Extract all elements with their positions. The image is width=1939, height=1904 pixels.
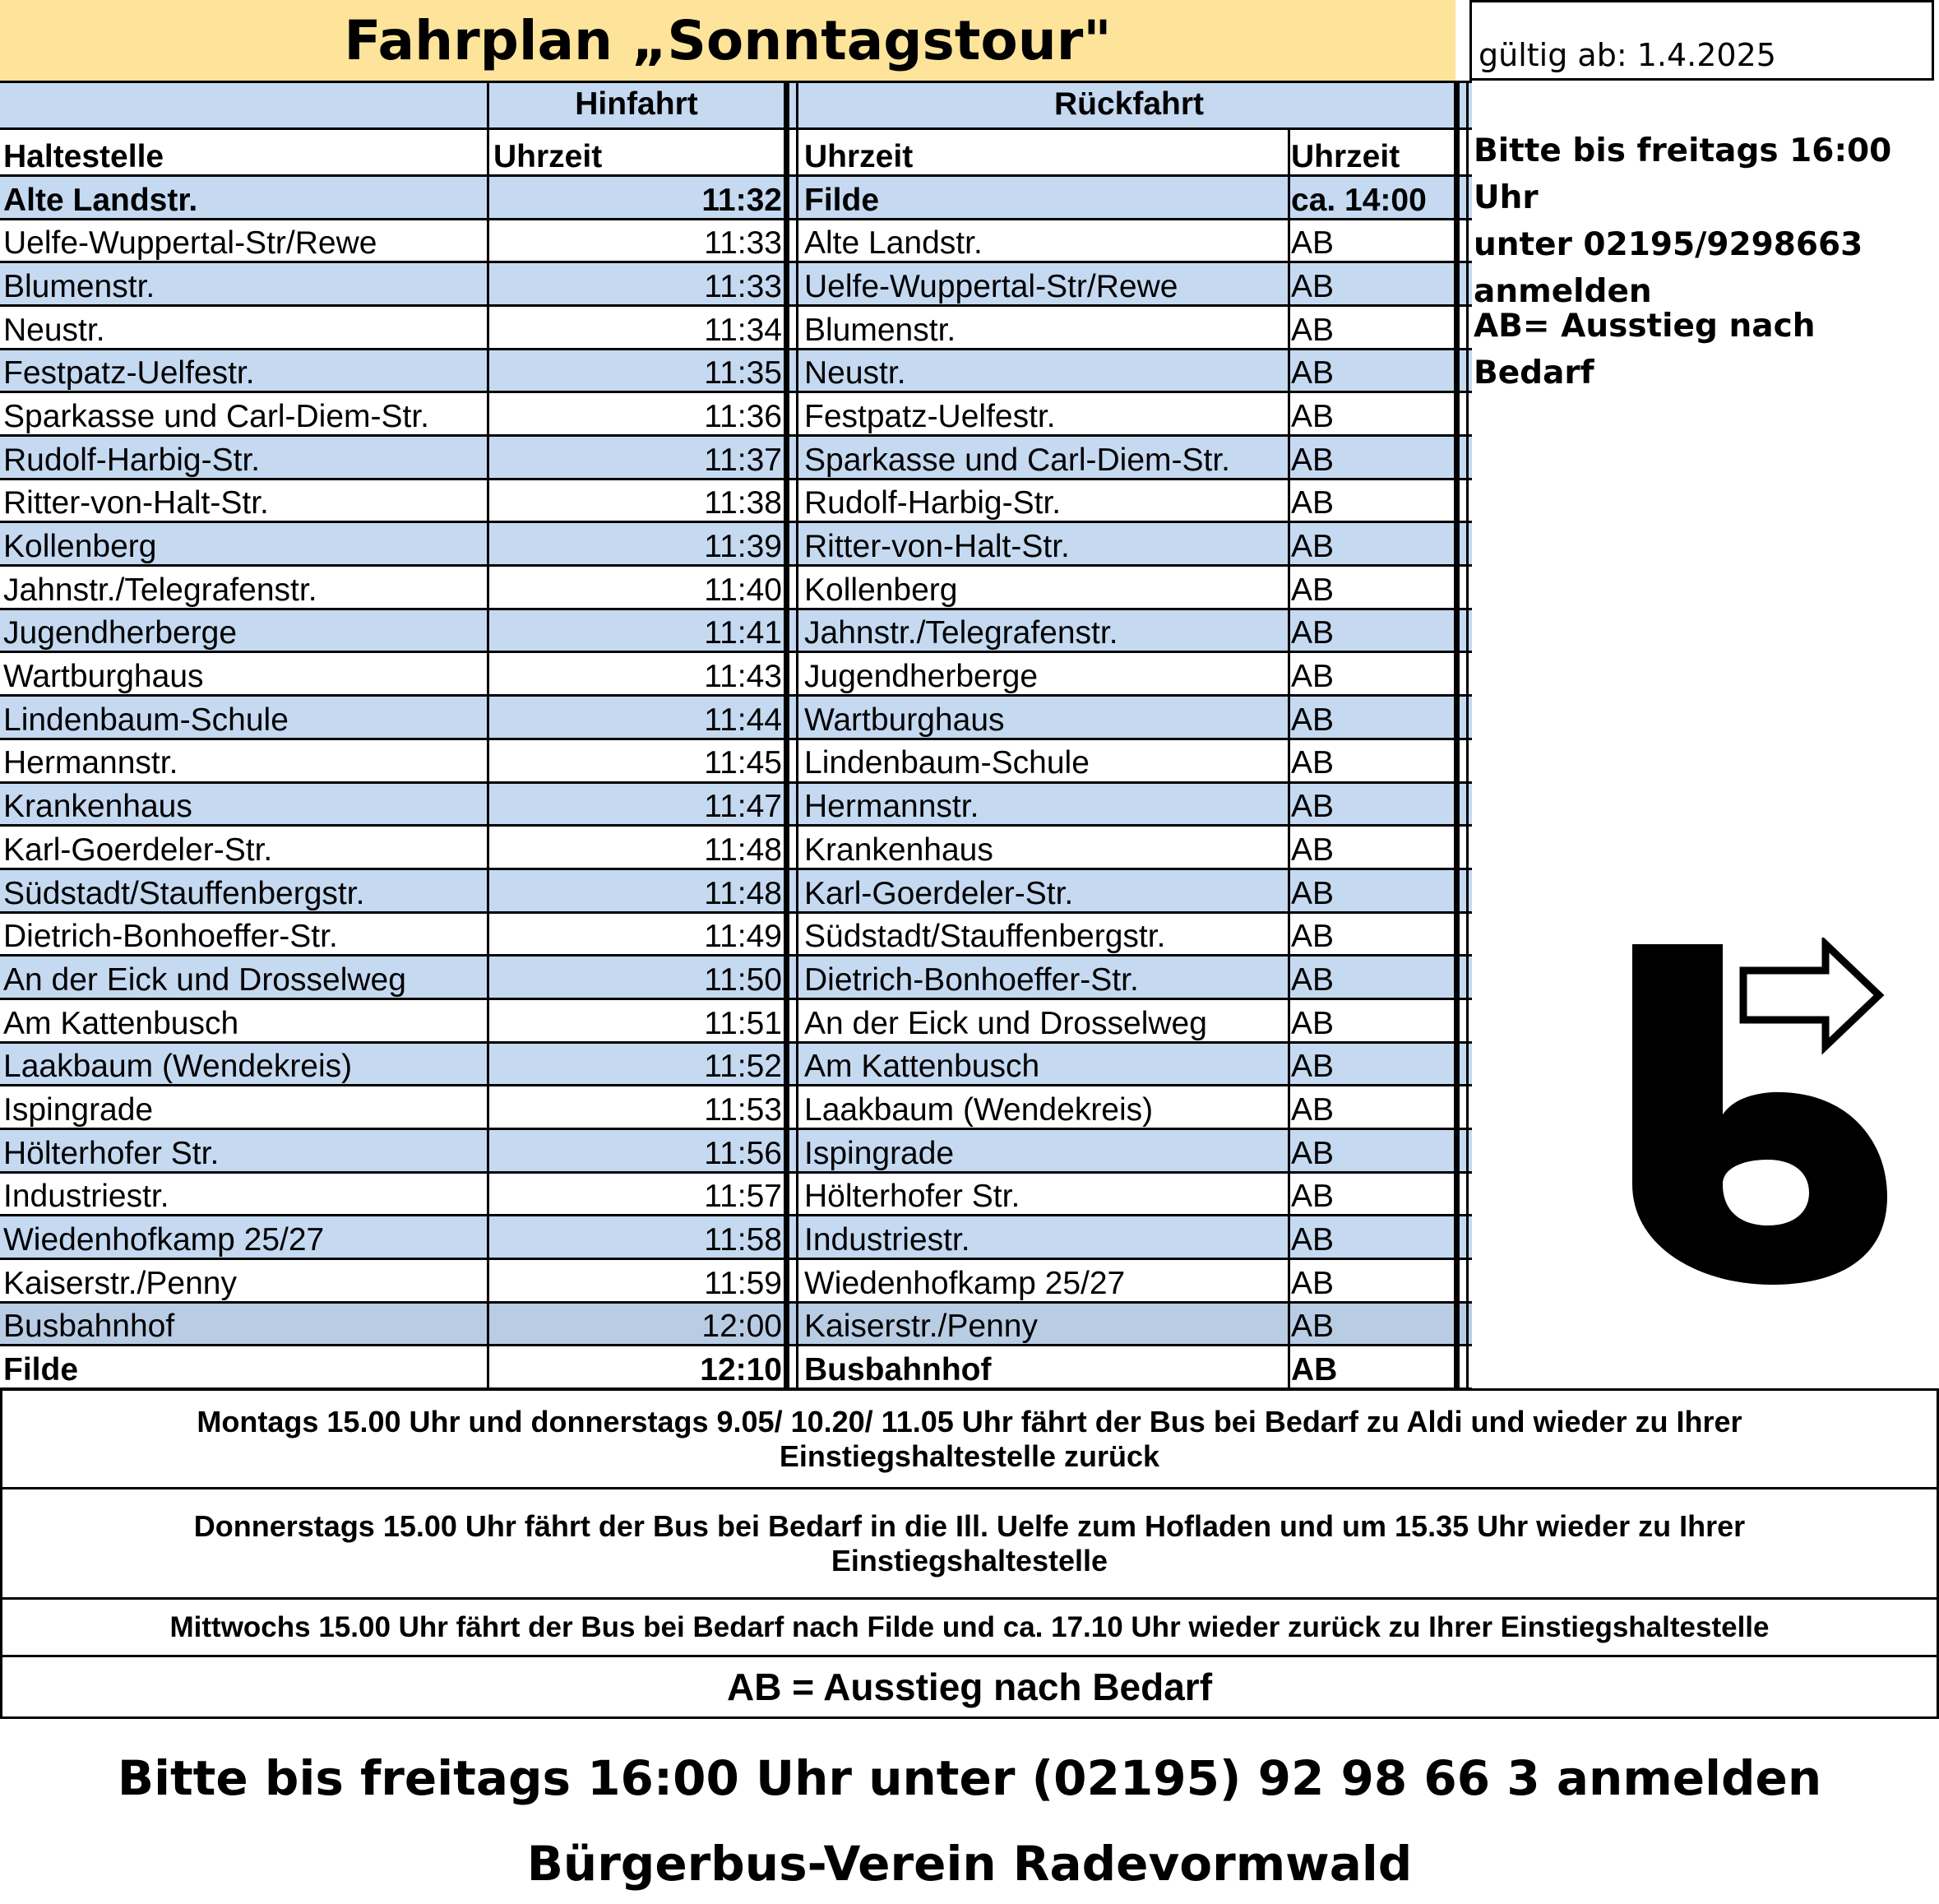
return-header: Rückfahrt [1053, 86, 1205, 122]
table-row [0, 1085, 1472, 1128]
table-row [0, 651, 1472, 695]
return-stop-name: Sparkasse und Carl-Diem-Str. [804, 442, 1231, 478]
departure-time: 11:32 [701, 182, 782, 218]
return-stop-name: Jahnstr./Telegrafenstr. [804, 615, 1118, 651]
departure-time: 11:53 [704, 1091, 782, 1128]
departure-time: 12:10 [700, 1351, 782, 1387]
valid-from: gültig ab: 1.4.2025 [1479, 37, 1776, 73]
note-legend: AB = Ausstieg nach Bedarf [0, 1655, 1939, 1719]
grid-line [0, 261, 1472, 263]
table-row [0, 1258, 1472, 1302]
side-registration-note [1474, 127, 1939, 315]
return-stop-name: Festpatz-Uelfestr. [804, 399, 1056, 435]
column-divider-thick [784, 81, 789, 1388]
grid-line [0, 1171, 1472, 1174]
departure-time: 11:33 [704, 225, 782, 262]
direction-header-row [0, 81, 1472, 128]
column-header-row [0, 128, 1472, 175]
grid-line [0, 694, 1472, 697]
time-column-header: Uhrzeit [493, 139, 603, 174]
stop-column-header: Haltestelle [3, 139, 164, 174]
grid-line [0, 1084, 1472, 1086]
return-stop-name: Uelfe-Wuppertal-Str/Rewe [804, 269, 1178, 305]
return-time: AB [1291, 615, 1335, 651]
grid-line [0, 218, 1472, 220]
return-time: AB [1291, 1005, 1335, 1041]
note-wednesday: Mittwochs 15.00 Uhr fährt der Bus bei Bedarf nach Filde und ca. 17.10 Uhr wieder zurück zu Ihrer Einstiegshaltestelle [0, 1597, 1939, 1657]
stop-name: Wiedenhofkamp 25/27 [3, 1221, 325, 1258]
return-time: AB [1291, 1049, 1335, 1085]
table-row [0, 219, 1472, 262]
return-stop-name: Dietrich-Bonhoeffer-Str. [804, 961, 1139, 998]
return-time: AB [1291, 1351, 1338, 1387]
stop-name: Rudolf-Harbig-Str. [3, 442, 261, 478]
table-row [0, 609, 1472, 652]
return-time: AB [1291, 1221, 1335, 1258]
grid-line [0, 738, 1472, 740]
departure-time: 11:41 [704, 615, 782, 651]
grid-line [0, 1128, 1472, 1130]
grid-line [0, 608, 1472, 610]
column-divider-thick [1454, 81, 1460, 1388]
departure-time: 12:00 [701, 1309, 782, 1345]
departure-time: 11:58 [704, 1221, 782, 1258]
return-stop-name: Hölterhofer Str. [804, 1179, 1020, 1215]
column-divider [796, 81, 798, 1388]
stop-name: Alte Landstr. [3, 182, 198, 218]
return-time: AB [1291, 399, 1335, 435]
table-row [0, 479, 1472, 522]
table-row [0, 998, 1472, 1042]
return-stop-name: Lindenbaum-Schule [804, 745, 1090, 781]
stop-name: Kaiserstr./Penny [3, 1265, 237, 1301]
stop-name: Filde [3, 1351, 79, 1387]
return-time: AB [1291, 919, 1335, 955]
return-stop-name: Hermannstr. [804, 789, 979, 825]
grid-line [0, 174, 1472, 177]
grid-line [0, 651, 1472, 653]
return-time: ca. 14:00 [1291, 182, 1427, 218]
grid-line [0, 1214, 1472, 1216]
return-stop-name: Karl-Goerdeler-Str. [804, 875, 1074, 911]
table-row [0, 782, 1472, 826]
return-time: AB [1291, 485, 1335, 521]
side-registration-line: anmelden [1474, 273, 1652, 310]
return-stop-name: An der Eick und Drosselweg [804, 1005, 1207, 1041]
return-stop-name: Südstadt/Stauffenbergstr. [804, 919, 1166, 955]
departure-time: 11:37 [704, 442, 782, 478]
table-row [0, 955, 1472, 998]
return-time: AB [1291, 529, 1335, 565]
return-stop-name: Industriestr. [804, 1221, 970, 1258]
grid-line [0, 391, 1472, 393]
table-row [0, 695, 1472, 739]
stop-name: Laakbaum (Wendekreis) [3, 1049, 353, 1085]
stop-name: Blumenstr. [3, 269, 155, 305]
table-row [0, 1042, 1472, 1086]
departure-time: 11:48 [704, 832, 782, 868]
return-time: AB [1291, 961, 1335, 998]
return-time-column-header: Uhrzeit [804, 139, 914, 174]
departure-time: 11:48 [704, 875, 782, 911]
stop-name: Hölterhofer Str. [3, 1135, 220, 1171]
return-stop-name: Wartburghaus [804, 702, 1005, 738]
departure-time: 11:33 [704, 269, 782, 305]
table-row [0, 305, 1472, 349]
departure-time: 11:40 [704, 572, 782, 608]
stop-name: Lindenbaum-Schule [3, 702, 289, 738]
return-stop-name: Alte Landstr. [804, 225, 983, 262]
departure-time: 11:35 [704, 355, 782, 391]
stop-name: Industriestr. [3, 1179, 169, 1215]
outbound-header: Hinfahrt [575, 86, 698, 122]
stop-name: Am Kattenbusch [3, 1005, 239, 1041]
footer-organization: Bürgerbus-Verein Radevormwald [526, 1836, 1413, 1892]
table-row [0, 1345, 1472, 1388]
side-registration-line: unter 02195/9298663 [1474, 226, 1863, 263]
departure-time: 11:56 [704, 1135, 782, 1171]
column-divider [1466, 81, 1469, 1388]
table-row [0, 869, 1472, 912]
grid-line [0, 868, 1472, 870]
return-time: AB [1291, 745, 1335, 781]
stop-name: Busbahnhof [3, 1309, 175, 1345]
stop-name: Ispingrade [3, 1091, 154, 1128]
valid-from-box [1469, 0, 1934, 81]
departure-time: 11:51 [704, 1005, 782, 1041]
departure-time: 11:47 [704, 789, 782, 825]
column-divider [487, 81, 489, 1388]
note-thursday: Donnerstags 15.00 Uhr fährt der Bus bei Bedarf in die Ill. Uelfe zum Hofladen und um 15.35 Uhr wieder zu Ihrer Einstiegshaltestelle [0, 1487, 1939, 1600]
return-time: AB [1291, 572, 1335, 608]
return-time: AB [1291, 832, 1335, 868]
departure-time: 11:59 [704, 1265, 782, 1301]
grid-line [0, 781, 1472, 784]
return-stop-name: Ritter-von-Halt-Str. [804, 529, 1070, 565]
grid-line [0, 911, 1472, 914]
stop-name: Sparkasse und Carl-Diem-Str. [3, 399, 430, 435]
table-row [0, 521, 1472, 565]
stop-name: Karl-Goerdeler-Str. [3, 832, 273, 868]
return-time: AB [1291, 225, 1335, 262]
stop-name: Neustr. [3, 312, 105, 348]
footer-registration: Bitte bis freitags 16:00 Uhr unter (02195) 92 98 66 3 anmelden [117, 1750, 1822, 1806]
return-time: AB [1291, 702, 1335, 738]
stop-name: An der Eick und Drosselweg [3, 961, 406, 998]
table-row [0, 1302, 1472, 1346]
return-stop-name: Laakbaum (Wendekreis) [804, 1091, 1154, 1128]
table-row [0, 739, 1472, 782]
column-divider [1288, 127, 1290, 1388]
return-time: AB [1291, 875, 1335, 911]
table-row [0, 565, 1472, 609]
return-stop-name: Kaiserstr./Penny [804, 1309, 1038, 1345]
departure-time: 11:36 [704, 399, 782, 435]
departure-time: 11:45 [704, 745, 782, 781]
grid-line [0, 1344, 1472, 1346]
return-stop-name: Krankenhaus [804, 832, 993, 868]
stop-name: Ritter-von-Halt-Str. [3, 485, 269, 521]
grid-line [0, 824, 1472, 827]
departure-time: 11:49 [704, 919, 782, 955]
stop-name: Hermannstr. [3, 745, 178, 781]
grid-line [0, 1041, 1472, 1044]
return-stop-name: Neustr. [804, 355, 906, 391]
grid-line [0, 348, 1472, 350]
return-stop-name: Busbahnhof [804, 1351, 992, 1387]
return-time: AB [1291, 1309, 1335, 1345]
return-time: AB [1291, 442, 1335, 478]
departure-time: 11:39 [704, 529, 782, 565]
grid-line [0, 304, 1472, 307]
table-row [0, 825, 1472, 869]
grid-line [0, 1258, 1472, 1260]
stop-name: Krankenhaus [3, 789, 192, 825]
stop-name: Kollenberg [3, 529, 157, 565]
departure-time: 11:43 [704, 659, 782, 695]
side-legend: AB= Ausstieg nach Bedarf [1474, 308, 1816, 391]
stop-name: Jugendherberge [3, 615, 238, 651]
return-time: AB [1291, 1179, 1335, 1215]
table-row [0, 262, 1472, 305]
stop-name: Uelfe-Wuppertal-Str/Rewe [3, 225, 377, 262]
return-stop-column-header: Uhrzeit [1291, 139, 1400, 174]
return-time: AB [1291, 355, 1335, 391]
grid-line [0, 998, 1472, 1000]
return-stop-name: Jugendherberge [804, 659, 1039, 695]
stop-name: Festpatz-Uelfestr. [3, 355, 255, 391]
grid-line [0, 434, 1472, 437]
page-title: Fahrplan „Sonntagstour" [344, 9, 1112, 72]
departure-time: 11:50 [704, 961, 782, 998]
return-time: AB [1291, 659, 1335, 695]
stop-name: Jahnstr./Telegrafenstr. [3, 572, 317, 608]
timetable [0, 81, 1472, 1388]
return-time: AB [1291, 269, 1335, 305]
grid-line [0, 564, 1472, 567]
grid-line [0, 127, 1472, 130]
departure-time: 11:38 [704, 485, 782, 521]
return-time: AB [1291, 789, 1335, 825]
return-stop-name: Rudolf-Harbig-Str. [804, 485, 1062, 521]
return-stop-name: Am Kattenbusch [804, 1049, 1040, 1085]
return-time: AB [1291, 1265, 1335, 1301]
departure-time: 11:44 [704, 702, 782, 738]
return-stop-name: Blumenstr. [804, 312, 956, 348]
table-row [0, 912, 1472, 956]
table-row [0, 175, 1472, 219]
grid-line [0, 954, 1472, 957]
side-registration-line: Bitte bis freitags 16:00 Uhr [1474, 132, 1892, 216]
note-monday: Montags 15.00 Uhr und donnerstags 9.05/ 10.20/ 11.05 Uhr fährt der Bus bei Bedarf zu Aldi und wieder zu Ihrer Einstiegshaltestelle zurück [0, 1388, 1939, 1489]
return-time: AB [1291, 1135, 1335, 1171]
return-stop-name: Kollenberg [804, 572, 958, 608]
return-time: AB [1291, 312, 1335, 348]
departure-time: 11:34 [704, 312, 782, 348]
stop-name: Dietrich-Bonhoeffer-Str. [3, 919, 338, 955]
departure-time: 11:57 [704, 1179, 782, 1215]
departure-time: 11:52 [704, 1049, 782, 1085]
return-time: AB [1291, 1091, 1335, 1128]
grid-line [0, 478, 1472, 480]
table-row [0, 391, 1472, 435]
return-stop-name: Ispingrade [804, 1135, 955, 1171]
stop-name: Wartburghaus [3, 659, 204, 695]
grid-line [0, 521, 1472, 523]
grid-line [0, 81, 1472, 83]
return-stop-name: Wiedenhofkamp 25/27 [804, 1265, 1126, 1301]
return-stop-name: Filde [804, 182, 880, 218]
table-row [0, 349, 1472, 392]
table-row [0, 1172, 1472, 1216]
table-row [0, 435, 1472, 479]
grid-line [0, 1301, 1472, 1304]
table-row [0, 1215, 1472, 1258]
table-row [0, 1128, 1472, 1172]
stop-name: Südstadt/Stauffenbergstr. [3, 875, 365, 911]
buergerbus-logo-icon [1632, 938, 1900, 1291]
